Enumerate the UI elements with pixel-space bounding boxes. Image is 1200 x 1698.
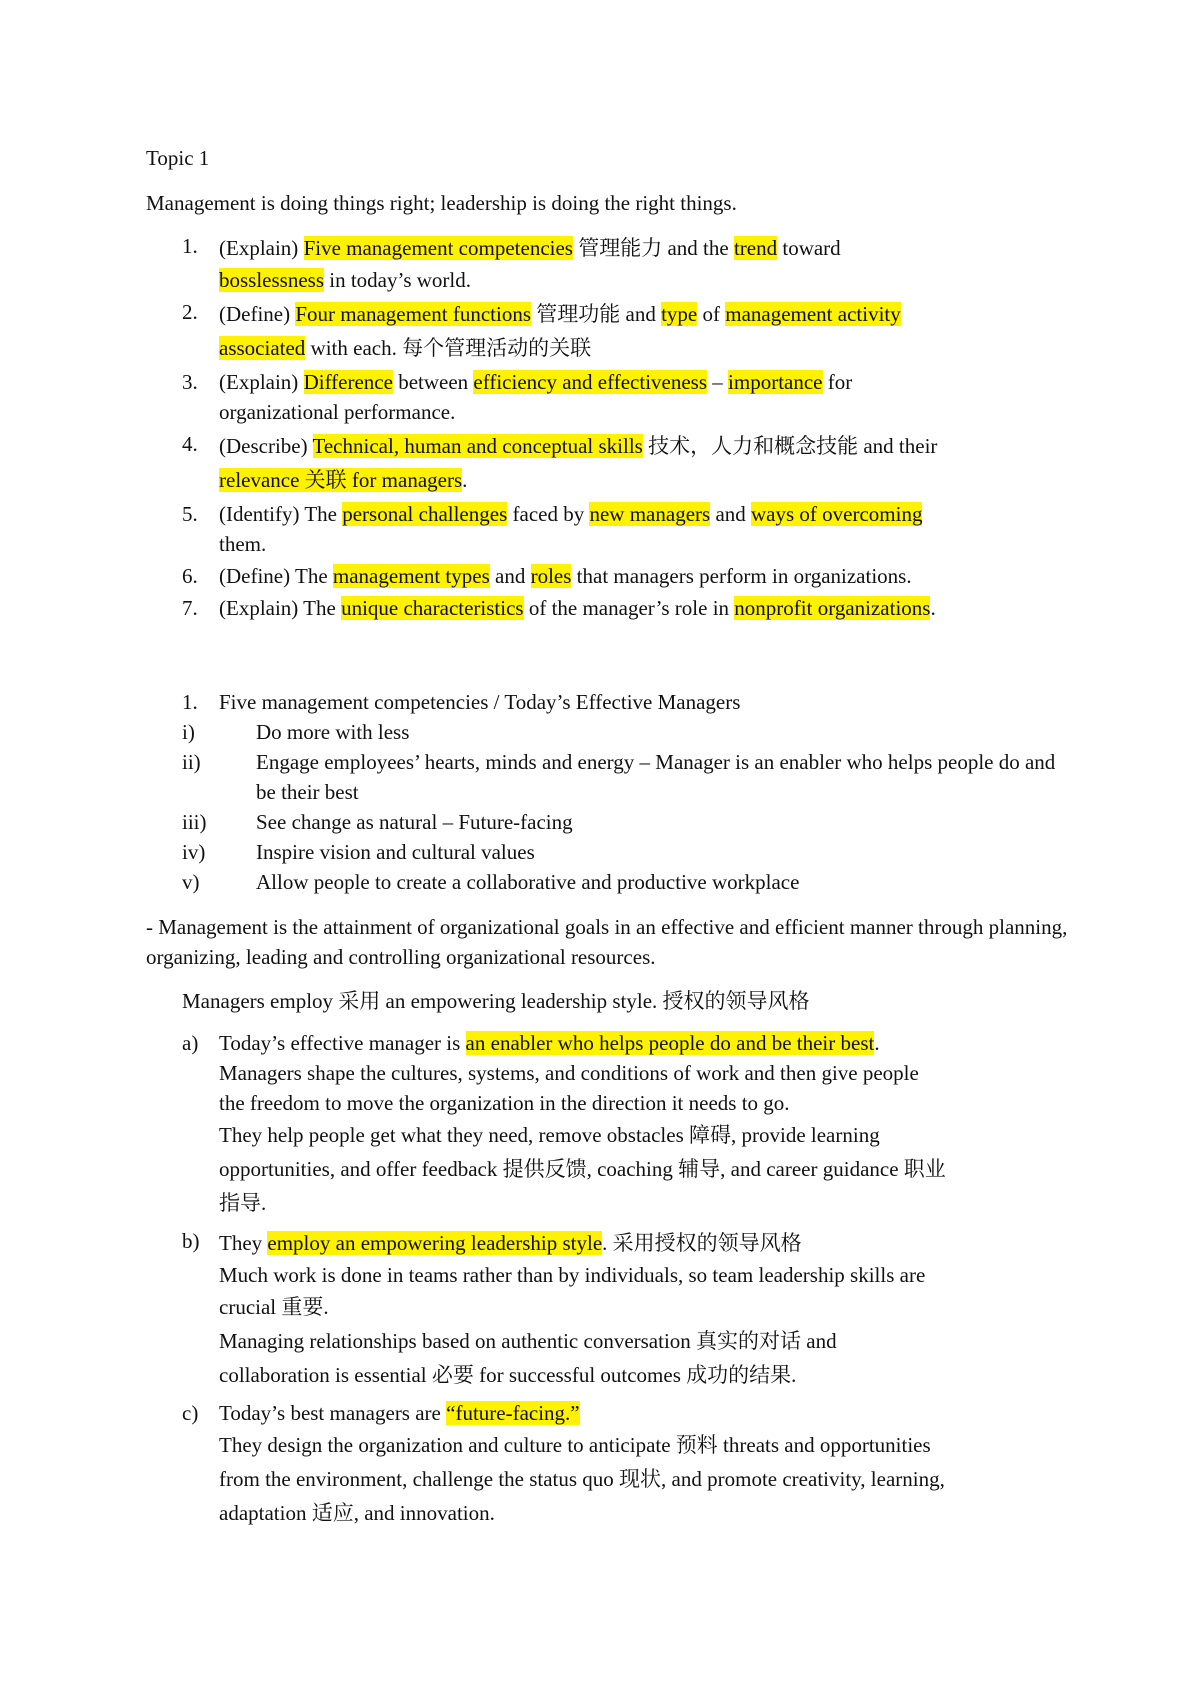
- text-run: between: [392, 370, 474, 394]
- list-number: 2.: [182, 300, 198, 324]
- text-run: faced by: [507, 502, 590, 526]
- objective-line: [219, 463, 1080, 497]
- highlighted-text: Technical, human and conceptual skills: [312, 434, 643, 458]
- highlighted-text: unique characteristics: [341, 596, 524, 620]
- objective-line: [219, 231, 1080, 265]
- text-run: Today’s effective manager is: [219, 1031, 466, 1055]
- text-run: . 采用授权的领导风格: [602, 1231, 802, 1255]
- objective-line: [219, 429, 1080, 463]
- text-run: collaboration is essential 必要 for successful outcomes 成功的结果.: [219, 1363, 797, 1387]
- list-letter: c): [182, 1401, 199, 1425]
- competencies-list: [146, 687, 1080, 897]
- point-line: [219, 1260, 1080, 1290]
- text-run: in today’s world.: [324, 268, 472, 292]
- list-number: 1.: [182, 690, 198, 714]
- objective-line: [219, 367, 1080, 397]
- text-run: 指导.: [219, 1191, 267, 1215]
- list-number: 6.: [182, 564, 198, 588]
- text-run: Managing relationships based on authentic conversation 真实的对话 and: [219, 1329, 837, 1353]
- objective-item: [146, 367, 1080, 427]
- objective-line: [219, 297, 1080, 331]
- highlighted-text: “future-facing.”: [446, 1401, 580, 1425]
- list-number: 7.: [182, 596, 198, 620]
- competency-item: [146, 717, 1080, 747]
- manager-point: [146, 1226, 1080, 1392]
- text-run: (Identify) The: [219, 502, 343, 526]
- highlighted-text: associated: [219, 336, 306, 360]
- text-run: They help people get what they need, remove obstacles 障碍, provide learning: [219, 1123, 880, 1147]
- text-run: –: [707, 370, 729, 394]
- text-run: (Define) The: [219, 564, 333, 588]
- text-run: 管理功能 and: [531, 302, 662, 326]
- list-number: 3.: [182, 370, 198, 394]
- topic-heading: Topic 1: [146, 146, 210, 170]
- list-letter: b): [182, 1229, 200, 1253]
- competency-text: Engage employees’ hearts, minds and energy – Manager is an enabler who helps people do and be their best: [256, 750, 1056, 804]
- text-run: Much work is done in teams rather than by individuals, so team leadership skills are: [219, 1263, 926, 1287]
- text-run: of: [697, 302, 726, 326]
- point-line: [219, 1152, 1080, 1186]
- competency-text: Inspire vision and cultural values: [256, 840, 535, 864]
- text-run: (Describe): [219, 434, 313, 458]
- objective-line: [219, 331, 1080, 365]
- management-quote: Management is doing things right; leadership is doing the right things.: [146, 191, 737, 215]
- highlighted-text: management activity: [725, 302, 901, 326]
- list-number: i): [182, 720, 195, 744]
- highlighted-text: relevance 关联 for managers: [219, 468, 463, 492]
- point-line: [219, 1088, 1080, 1118]
- text-run: opportunities, and offer feedback 提供反馈, coaching 辅导, and career guidance 职业: [219, 1157, 946, 1181]
- text-run: the freedom to move the organization in the direction it needs to go.: [219, 1091, 790, 1115]
- point-line: [219, 1462, 1080, 1496]
- objective-line: [219, 529, 1080, 559]
- point-line: [219, 1398, 1080, 1428]
- list-letter: a): [182, 1031, 199, 1055]
- text-run: 技术，人力和概念技能 and their: [642, 434, 938, 458]
- highlighted-text: nonprofit organizations: [734, 596, 931, 620]
- text-run: of the manager’s role in: [523, 596, 735, 620]
- objective-line: [219, 593, 1080, 623]
- manager-point: [146, 1398, 1080, 1530]
- objective-line: [219, 499, 1080, 529]
- text-run: that managers perform in organizations.: [571, 564, 912, 588]
- text-run: for: [822, 370, 853, 394]
- text-run: Managers shape the cultures, systems, and conditions of work and then give people: [219, 1061, 919, 1085]
- text-run: They: [219, 1231, 268, 1255]
- objective-line: [219, 265, 1080, 295]
- highlighted-text: importance: [728, 370, 823, 394]
- text-run: with each. 每个管理活动的关联: [305, 336, 592, 360]
- list-number: 1.: [182, 234, 198, 258]
- competency-item: [146, 867, 1080, 897]
- highlighted-text: bosslessness: [219, 268, 325, 292]
- list-number: 5.: [182, 502, 198, 526]
- text-run: organizational performance.: [219, 400, 456, 424]
- list-number: 4.: [182, 432, 198, 456]
- highlighted-text: management types: [332, 564, 490, 588]
- point-line: [219, 1186, 1080, 1220]
- text-run: (Explain): [219, 236, 304, 260]
- management-definition: - Management is the attainment of organizational goals in an effective and efficient manner through planning, organizing, leading and controlling organizational resources.: [146, 915, 1068, 969]
- objective-item: [146, 297, 1080, 365]
- point-line: [219, 1290, 1080, 1324]
- learning-objectives-list: [146, 231, 1080, 623]
- competency-text: Allow people to create a collaborative and productive workplace: [256, 870, 800, 894]
- highlighted-text: ways of overcoming: [751, 502, 923, 526]
- point-line: [219, 1058, 1080, 1088]
- list-number: iv): [182, 840, 206, 864]
- text-run: .: [930, 596, 936, 620]
- text-run: from the environment, challenge the status quo 现状, and promote creativity, learning,: [219, 1467, 945, 1491]
- highlighted-text: new managers: [589, 502, 711, 526]
- highlighted-text: Four management functions: [295, 302, 531, 326]
- list-number: ii): [182, 750, 201, 774]
- highlighted-text: employ an empowering leadership style: [267, 1231, 603, 1255]
- text-run: They design the organization and culture to anticipate 预料 threats and opportunities: [219, 1433, 931, 1457]
- highlighted-text: an enabler who helps people do and be their best: [465, 1031, 875, 1055]
- list-number: v): [182, 870, 200, 894]
- highlighted-text: personal challenges: [342, 502, 508, 526]
- text-run: Today’s best managers are: [219, 1401, 447, 1425]
- highlighted-text: trend: [733, 236, 778, 260]
- point-line: [219, 1324, 1080, 1358]
- text-run: and: [710, 502, 752, 526]
- objective-item: [146, 429, 1080, 497]
- objective-item: [146, 593, 1080, 623]
- highlighted-text: Difference: [303, 370, 393, 394]
- text-run: (Explain): [219, 370, 304, 394]
- point-line: [219, 1428, 1080, 1462]
- objective-item: [146, 561, 1080, 591]
- text-run: toward: [777, 236, 841, 260]
- competencies-heading: Five management competencies / Today’s Effective Managers: [219, 690, 741, 714]
- text-run: them.: [219, 532, 267, 556]
- objective-line: [219, 561, 1080, 591]
- point-line: [219, 1226, 1080, 1260]
- text-run: .: [874, 1031, 880, 1055]
- text-run: adaptation 适应, and innovation.: [219, 1501, 495, 1525]
- text-run: 管理能力 and the: [572, 236, 734, 260]
- competency-item: [146, 807, 1080, 837]
- list-number: iii): [182, 810, 207, 834]
- highlighted-text: Five management competencies: [303, 236, 573, 260]
- highlighted-text: efficiency and effectiveness: [473, 370, 708, 394]
- point-line: [219, 1028, 1080, 1058]
- text-run: (Define): [219, 302, 296, 326]
- objective-line: [219, 397, 1080, 427]
- objective-item: [146, 499, 1080, 559]
- competency-text: Do more with less: [256, 720, 410, 744]
- competency-text: See change as natural – Future-facing: [256, 810, 573, 834]
- highlighted-text: type: [661, 302, 698, 326]
- competency-item: [146, 837, 1080, 867]
- point-line: [219, 1118, 1080, 1152]
- competencies-heading-item: [146, 687, 1080, 717]
- text-run: (Explain) The: [219, 596, 342, 620]
- point-line: [219, 1496, 1080, 1530]
- highlighted-text: roles: [530, 564, 572, 588]
- point-line: [219, 1358, 1080, 1392]
- empowering-style-note: Managers employ 采用 an empowering leadership style. 授权的领导风格: [182, 989, 810, 1013]
- text-run: crucial 重要.: [219, 1295, 329, 1319]
- text-run: and: [489, 564, 531, 588]
- text-run: .: [462, 468, 468, 492]
- effective-manager-points: [146, 1028, 1080, 1530]
- competency-item: [146, 747, 1080, 807]
- manager-point: [146, 1028, 1080, 1220]
- objective-item: [146, 231, 1080, 295]
